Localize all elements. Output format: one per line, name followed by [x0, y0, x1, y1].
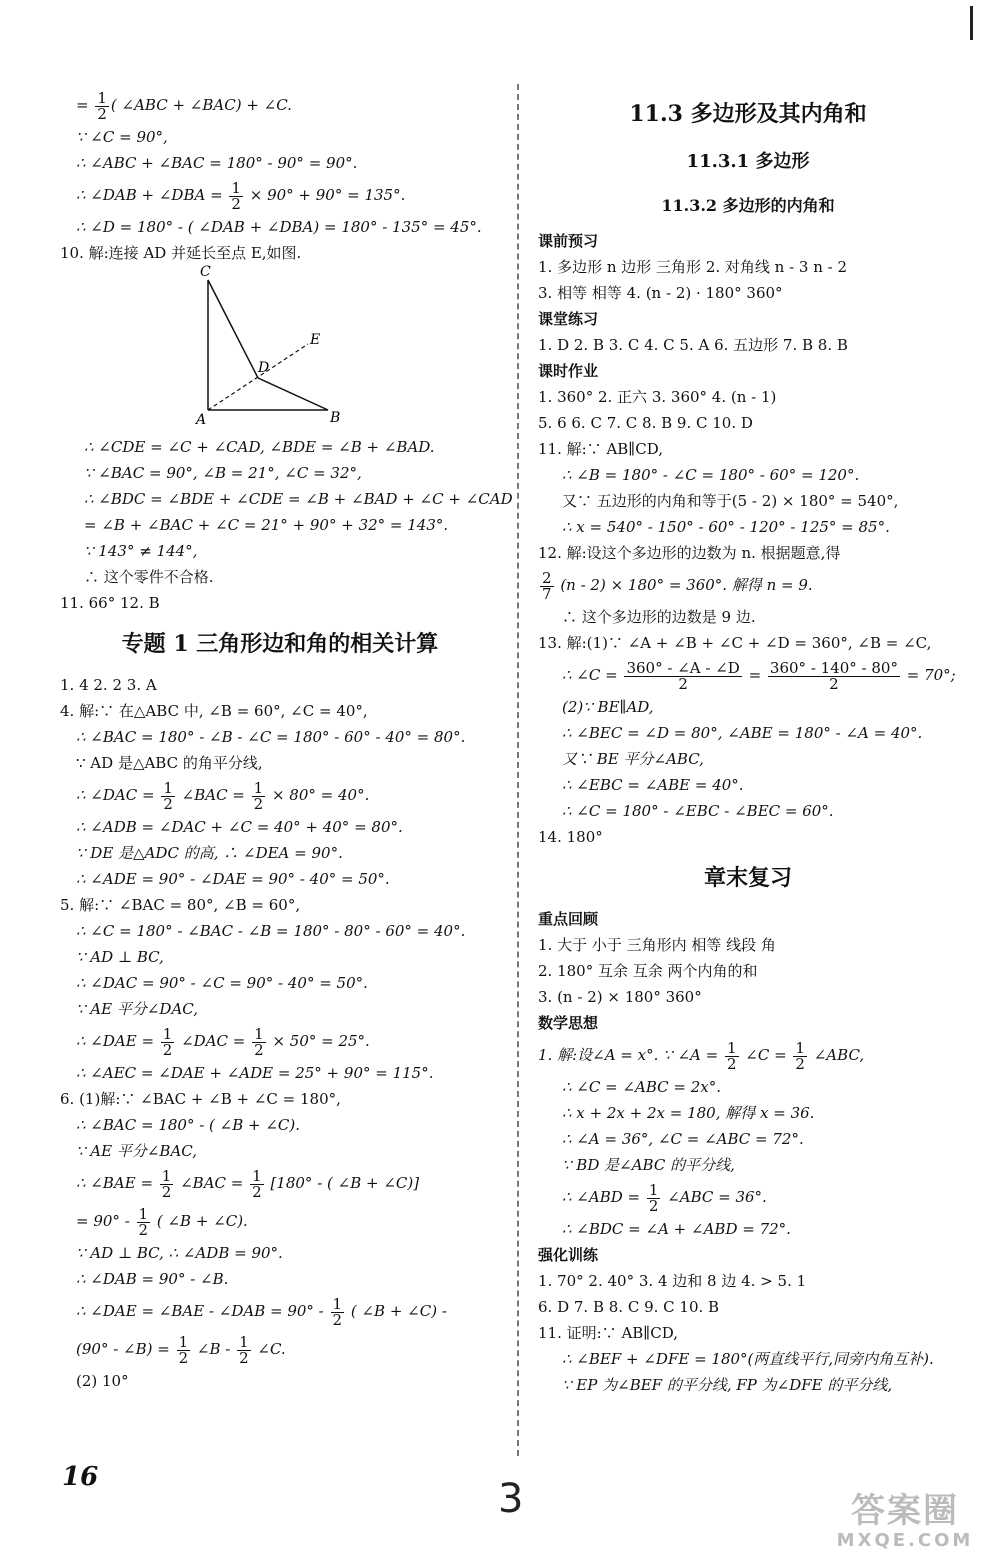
text-line: ∵ AD 是△ABC 的角平分线,	[76, 754, 263, 772]
text-line: ∴ ∠C = ∠ABC = 2x°.	[562, 1078, 722, 1096]
text-line: 1. 解:设∠A = x°. ∵ ∠A = $\frac{1}{2}$ ∠C = $\frac{1}{2}$ ∠ABC,	[538, 1038, 865, 1073]
text-line: 3. 相等 相等 4. (n - 2) · 180° 360°	[538, 284, 783, 302]
label-e: E	[310, 332, 321, 348]
text-line: = $\frac{1}{2}$ ( ∠ABC + ∠BAC) + ∠C.	[76, 88, 292, 123]
text-line: ∴ ∠CDE = ∠C + ∠CAD, ∠BDE = ∠B + ∠BAD.	[84, 438, 435, 456]
text-line: ∵ EP 为∠BEF 的平分线, FP 为∠DFE 的平分线,	[562, 1376, 893, 1394]
text-line: 13. 解:(1)∵ ∠A + ∠B + ∠C + ∠D = 360°, ∠B = ∠C,	[538, 634, 932, 652]
topic-heading: 专题 1 三角形边和角的相关计算	[121, 631, 439, 657]
text-line: ∴ ∠ADE = 90° - ∠DAE = 90° - 40° = 50°.	[76, 870, 390, 888]
text-line: ∵ DE 是△ADC 的高, ∴ ∠DEA = 90°.	[76, 844, 343, 862]
section-label: 强化训练	[538, 1246, 599, 1264]
text-line: 6. (1)解:∵ ∠BAC + ∠B + ∠C = 180°,	[60, 1090, 341, 1108]
text-line: (2)∵ BE∥AD,	[562, 698, 654, 716]
text-line: ∵ AD ⊥ BC, ∴ ∠ADB = 90°.	[76, 1244, 283, 1262]
text-line: 6. D 7. B 8. C 9. C 10. B	[538, 1298, 720, 1316]
text-line: 5. 6 6. C 7. C 8. B 9. C 10. D	[538, 414, 753, 432]
text-line: 1. 4 2. 2 3. A	[60, 676, 157, 694]
text-line: 1. 多边形 n 边形 三角形 2. 对角线 n - 3 n - 2	[538, 258, 848, 276]
text-line: ∴ 这个零件不合格.	[84, 568, 214, 586]
subsection-heading: 11.3.1 多边形	[686, 151, 810, 172]
text-line: ∴ ∠EBC = ∠ABE = 40°.	[562, 776, 744, 794]
text-line: 又∵ BE 平分∠ABC,	[562, 750, 704, 768]
text-line: 4. 解:∵ 在△ABC 中, ∠B = 60°, ∠C = 40°,	[60, 702, 368, 720]
text-line: ∴ ∠D = 180° - ( ∠DAB + ∠DBA) = 180° - 135° = 45°.	[76, 218, 482, 236]
text-line: $\frac{2}{7}$ (n - 2) × 180° = 360°. 解得 n = 9.	[542, 568, 813, 603]
triangle-figure	[196, 264, 370, 428]
label-b: B	[330, 410, 341, 426]
text-line: ∴ ∠DAC = $\frac{1}{2}$ ∠BAC = $\frac{1}{2}$ × 80° = 40°.	[76, 778, 370, 813]
text-line: 1. 70° 2. 40° 3. 4 边和 8 边 4. > 5. 1	[538, 1272, 807, 1290]
text-line: 11. 解:∵ AB∥CD,	[538, 440, 663, 458]
text-line: ∵ BD 是∠ABC 的平分线,	[562, 1156, 735, 1174]
text-line: ∴ ∠B = 180° - ∠C = 180° - 60° = 120°.	[562, 466, 860, 484]
text-line: ∴ ∠BAE = $\frac{1}{2}$ ∠BAC = $\frac{1}{2}$ [180° - ( ∠B + ∠C)]	[76, 1166, 420, 1201]
watermark-text: 答案圈	[851, 1491, 959, 1531]
text-line: ∵ ∠BAC = 90°, ∠B = 21°, ∠C = 32°,	[84, 464, 362, 482]
section-label: 课前预习	[538, 232, 599, 250]
text-line: 又∵ 五边形的内角和等于(5 - 2) × 180° = 540°,	[562, 492, 899, 510]
text-line: ∴ ∠C = $\frac{360^\circ - \angle A - \angle D}{2}$ = $\frac{360^\circ - 140^\circ - 80^\circ}{2}$ = 70°;	[562, 658, 956, 693]
text-line: 11. 证明:∵ AB∥CD,	[538, 1324, 678, 1342]
column-divider	[517, 84, 519, 1456]
text-line: ∵ AD ⊥ BC,	[76, 948, 164, 966]
handwritten-mark: 3	[498, 1476, 524, 1522]
section-label: 数学思想	[538, 1014, 599, 1032]
text-line: ∵ AE 平分∠DAC,	[76, 1000, 198, 1018]
text-line: = ∠B + ∠BAC + ∠C = 21° + 90° + 32° = 143°.	[84, 516, 449, 534]
top-edge-mark	[970, 6, 973, 40]
text-line: ∴ ∠BEF + ∠DFE = 180°(两直线平行,同旁内角互补).	[562, 1350, 934, 1368]
left-column	[60, 86, 513, 1394]
text-line: ∴ ∠A = 36°, ∠C = ∠ABC = 72°.	[562, 1130, 804, 1148]
text-line: ∴ ∠BDC = ∠A + ∠ABD = 72°.	[562, 1220, 791, 1238]
text-line: ∴ ∠ABC + ∠BAC = 180° - 90° = 90°.	[76, 154, 358, 172]
label-d: D	[258, 360, 270, 376]
text-line: ∵ ∠C = 90°,	[76, 128, 168, 146]
text-line: ∴ ∠C = 180° - ∠BAC - ∠B = 180° - 80° - 60° = 40°.	[76, 922, 466, 940]
section-heading: 11.3 多边形及其内角和	[629, 101, 867, 127]
text-line: ∵ AE 平分∠BAC,	[76, 1142, 197, 1160]
text-line: ∵ 143° ≠ 144°,	[84, 542, 198, 560]
text-line: ∴ ∠AEC = ∠DAE + ∠ADE = 25° + 90° = 115°.	[76, 1064, 434, 1082]
text-line: ∴ ∠ABD = $\frac{1}{2}$ ∠ABC = 36°.	[562, 1180, 767, 1215]
chapter-review-heading: 章末复习	[703, 865, 792, 891]
text-line: (90° - ∠B) = $\frac{1}{2}$ ∠B - $\frac{1}{2}$ ∠C.	[76, 1332, 286, 1367]
text-line: ∴ ∠DAB + ∠DBA = $\frac{1}{2}$ × 90° + 90° = 135°.	[76, 178, 406, 213]
text-line: 1. 360° 2. 正六 3. 360° 4. (n - 1)	[538, 388, 777, 406]
label-a: A	[196, 412, 207, 428]
text-line: 11. 66° 12. B	[60, 594, 160, 612]
section-label: 课堂练习	[538, 310, 599, 328]
watermark-url: MXQE.COM	[836, 1530, 974, 1551]
text-line: ∴ ∠DAE = ∠BAE - ∠DAB = 90° - $\frac{1}{2}$ ( ∠B + ∠C) -	[76, 1294, 447, 1329]
text-line: (2) 10°	[76, 1372, 129, 1390]
text-line: ∴ ∠BDC = ∠BDE + ∠CDE = ∠B + ∠BAD + ∠C + ∠CAD	[84, 490, 513, 508]
text-line: ∴ 这个多边形的边数是 9 边.	[562, 608, 756, 626]
text-line: 5. 解:∵ ∠BAC = 80°, ∠B = 60°,	[60, 896, 301, 914]
text-line: ∴ ∠DAE = $\frac{1}{2}$ ∠DAC = $\frac{1}{2}$ × 50° = 25°.	[76, 1024, 370, 1059]
text-line: ∴ ∠ADB = ∠DAC + ∠C = 40° + 40° = 80°.	[76, 818, 403, 836]
text-line: ∴ x = 540° - 150° - 60° - 120° - 125° = 85°.	[562, 518, 890, 536]
page-number: 16	[62, 1462, 99, 1492]
text-line: 2. 180° 互余 互余 两个内角的和	[538, 962, 758, 980]
text-line: 12. 解:设这个多边形的边数为 n. 根据题意,得	[538, 544, 841, 562]
text-line: ∴ ∠DAB = 90° - ∠B.	[76, 1270, 229, 1288]
section-label: 重点回顾	[538, 910, 599, 928]
text-line: ∴ ∠BEC = ∠D = 80°, ∠ABE = 180° - ∠A = 40°.	[562, 724, 923, 742]
text-line: 14. 180°	[538, 828, 603, 846]
text-line: ∴ ∠BAC = 180° - ∠B - ∠C = 180° - 60° - 40° = 80°.	[76, 728, 466, 746]
text-line: 1. 大于 小于 三角形内 相等 线段 角	[538, 936, 776, 954]
text-line: 1. D 2. B 3. C 4. C 5. A 6. 五边形 7. B 8. B	[538, 336, 848, 354]
subsection-heading: 11.3.2 多边形的内角和	[661, 196, 835, 215]
text-line: = 90° - $\frac{1}{2}$ ( ∠B + ∠C).	[76, 1204, 248, 1239]
text-line: ∴ ∠C = 180° - ∠EBC - ∠BEC = 60°.	[562, 802, 834, 820]
question-10: 10. 解:连接 AD 并延长至点 E,如图.	[60, 244, 302, 262]
watermark-logo	[820, 1492, 990, 1556]
right-column	[538, 86, 958, 1398]
text-line: ∴ x + 2x + 2x = 180, 解得 x = 36.	[562, 1104, 815, 1122]
label-c: C	[200, 264, 211, 280]
text-line: ∴ ∠DAC = 90° - ∠C = 90° - 40° = 50°.	[76, 974, 368, 992]
section-label: 课时作业	[538, 362, 599, 380]
text-line: 3. (n - 2) × 180° 360°	[538, 988, 702, 1006]
text-line: ∴ ∠BAC = 180° - ( ∠B + ∠C).	[76, 1116, 301, 1134]
